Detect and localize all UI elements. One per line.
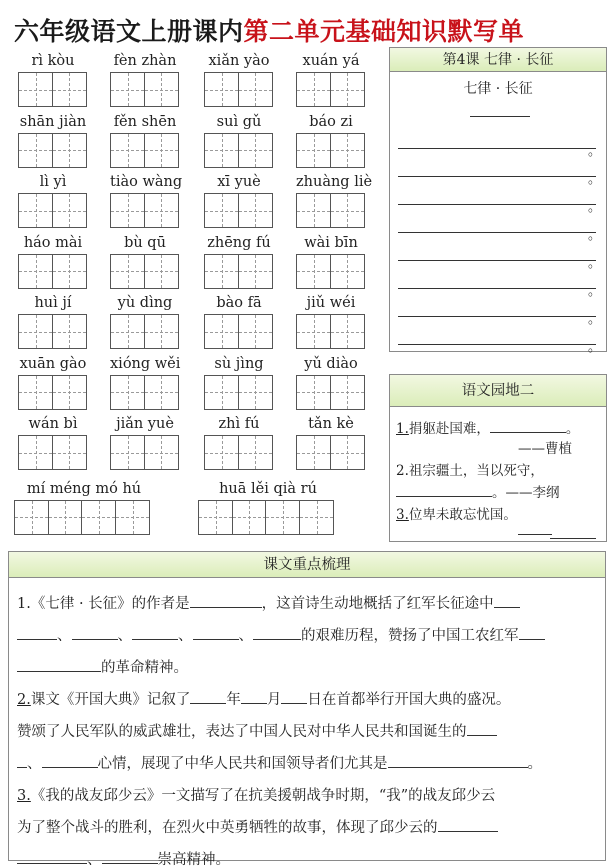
author-blank[interactable] (470, 116, 530, 117)
writing-cell[interactable] (238, 254, 273, 289)
tianzige-grid (296, 314, 363, 349)
poem-answer-line[interactable] (398, 232, 596, 233)
writing-cell[interactable] (18, 72, 53, 107)
title-part1: 六年级语文上册课内 (14, 17, 244, 46)
poem-line-end-mark: 。 (588, 172, 602, 187)
q2-line3: 、 心情，展现了中华人民共和国领导者们尤其是 。 (17, 748, 597, 780)
q3-line2: 为了整个战斗的胜利，在烈火中英勇牺牲的故事，体现了邱少云的 (17, 812, 597, 844)
poem-title: 七律 · 长征 (463, 81, 533, 97)
q2-blank-3[interactable] (42, 754, 98, 768)
tianzige-grid (18, 314, 85, 349)
tianzige-grid (110, 375, 177, 410)
pinyin-label: yù dìng (117, 295, 173, 311)
pinyin-label: báo zi (309, 113, 353, 130)
item3-author-blank-row (518, 521, 552, 539)
item2-text: 2.祖宗疆土，当以死守， (396, 463, 544, 479)
pinyin-label: tǎn kè (308, 416, 354, 432)
writing-cell[interactable] (330, 314, 365, 349)
writing-cell[interactable] (144, 375, 179, 410)
pinyin-label: xī yuè (217, 174, 261, 190)
q3-line1: 3.《我的战友邱少云》一文描写了在抗美援朝战争时期，“我”的战友邱少云 (17, 788, 496, 804)
pinyin-label: wán bì (28, 416, 78, 432)
review-body (17, 588, 597, 868)
item1-blank[interactable] (490, 419, 566, 433)
tianzige-grid (18, 254, 85, 289)
q2-year-blank[interactable] (190, 690, 226, 704)
q2-blank-4[interactable] (388, 754, 528, 768)
pinyin-label: suì gǔ (216, 113, 262, 130)
writing-cell[interactable] (52, 193, 87, 228)
poem-line-end-mark: 。 (588, 312, 602, 327)
writing-cell[interactable] (330, 193, 365, 228)
pinyin-label: fèn zhàn (113, 53, 177, 69)
writing-cell[interactable] (110, 435, 145, 470)
writing-cell[interactable] (144, 72, 179, 107)
poem-line-end-mark: 。 (588, 200, 602, 215)
tianzige-grid (204, 72, 271, 107)
writing-cell[interactable] (144, 314, 179, 349)
writing-cell[interactable] (110, 375, 145, 410)
pinyin-label: fěn shēn (113, 113, 177, 130)
q2-blank-1[interactable] (467, 722, 497, 736)
writing-cell[interactable] (296, 314, 331, 349)
poem-line-end-mark: 。 (588, 144, 602, 159)
writing-cell[interactable] (144, 133, 179, 168)
tianzige-grid (14, 500, 149, 535)
poem-line-end-mark: 。 (588, 256, 602, 271)
writing-cell[interactable] (110, 133, 145, 168)
writing-cell[interactable] (115, 500, 150, 535)
writing-cell[interactable] (204, 72, 239, 107)
q1-line3: 的革命精神。 (17, 652, 597, 684)
q1-blank-7[interactable] (519, 626, 545, 640)
tianzige-grid (198, 500, 333, 535)
writing-cell[interactable] (204, 133, 239, 168)
writing-cell[interactable] (48, 500, 83, 535)
item3-blank-b[interactable] (550, 525, 596, 539)
tianzige-grid (204, 375, 271, 410)
poem-answer-line[interactable] (398, 316, 596, 317)
writing-cell[interactable] (296, 133, 331, 168)
tianzige-grid (296, 193, 363, 228)
pinyin-label: jiǎn yuè (116, 416, 174, 432)
writing-cell[interactable] (110, 254, 145, 289)
q3-blank-2[interactable] (17, 850, 87, 864)
writing-cell[interactable] (204, 435, 239, 470)
writing-cell[interactable] (296, 72, 331, 107)
q1-blank-3[interactable] (72, 626, 118, 640)
pinyin-label: bù qū (124, 234, 166, 251)
tianzige-grid (296, 133, 363, 168)
writing-cell[interactable] (330, 435, 365, 470)
q3-blank-1[interactable] (438, 818, 498, 832)
item3-number: 3. (396, 507, 409, 523)
writing-cell[interactable] (238, 375, 273, 410)
writing-cell[interactable] (330, 254, 365, 289)
q1-line2: 、 、 、 、 的艰难历程，赞扬了中国工农红军 (17, 620, 597, 652)
writing-cell[interactable] (232, 500, 267, 535)
tianzige-grid (204, 435, 271, 470)
tianzige-grid (18, 435, 85, 470)
writing-cell[interactable] (18, 133, 53, 168)
writing-cell[interactable] (238, 314, 273, 349)
writing-cell[interactable] (144, 254, 179, 289)
writing-cell[interactable] (330, 72, 365, 107)
writing-cell[interactable] (204, 254, 239, 289)
writing-cell[interactable] (18, 435, 53, 470)
pinyin-label: háo mài (23, 234, 83, 251)
writing-cell[interactable] (52, 72, 87, 107)
ywyd-item-1: 1.捐躯赴国难， 。 (396, 421, 580, 437)
q1-blank-2[interactable] (17, 626, 57, 640)
tianzige-grid (204, 193, 271, 228)
writing-cell[interactable] (52, 314, 87, 349)
writing-cell[interactable] (52, 375, 87, 410)
writing-cell[interactable] (52, 435, 87, 470)
writing-cell[interactable] (330, 375, 365, 410)
poem-line-end-mark: 。 (588, 228, 602, 243)
pinyin-label: xiǎn yào (208, 53, 270, 69)
pinyin-label: zhì fú (218, 416, 260, 432)
pinyin-label: zhēng fú (207, 234, 271, 251)
writing-cell[interactable] (52, 254, 87, 289)
writing-cell[interactable] (265, 500, 300, 535)
item3-author-blank-row-2 (550, 525, 596, 543)
review-panel (8, 551, 606, 868)
writing-cell[interactable] (110, 72, 145, 107)
item2-author: 。——李纲 (492, 485, 560, 501)
q1-blank-8[interactable] (17, 658, 101, 672)
q2-month-blank[interactable] (241, 690, 267, 704)
writing-cell[interactable] (204, 314, 239, 349)
writing-cell[interactable] (204, 193, 239, 228)
pinyin-label: huā lěi qià rú (219, 480, 317, 497)
q1-blank-5[interactable] (193, 626, 239, 640)
tianzige-grid (110, 72, 177, 107)
page-title (14, 14, 604, 50)
item1-text: 捐躯赴国难， (408, 421, 490, 437)
tianzige-grid (204, 254, 271, 289)
writing-cell[interactable] (144, 193, 179, 228)
poem-answer-line[interactable] (398, 148, 596, 149)
writing-cell[interactable] (18, 314, 53, 349)
writing-cell[interactable] (18, 254, 53, 289)
writing-cell[interactable] (204, 375, 239, 410)
title-part2: 第二单元基础知识默写单 (243, 17, 525, 46)
pinyin-label: yǔ diào (304, 355, 358, 372)
writing-cell[interactable] (18, 375, 53, 410)
pinyin-label: wài bīn (304, 234, 358, 251)
q1-blank-6[interactable] (253, 626, 301, 640)
tianzige-grid (18, 193, 85, 228)
pinyin-label: tiào wàng (110, 174, 183, 190)
pinyin-label: xióng wěi (110, 355, 181, 372)
poem-line-end-mark: 。 (588, 284, 602, 299)
poem-answer-line[interactable] (398, 288, 596, 289)
writing-cell[interactable] (144, 435, 179, 470)
tianzige-grid (296, 435, 363, 470)
writing-cell[interactable] (238, 72, 273, 107)
pinyin-label: xuán yá (302, 53, 360, 69)
writing-cell[interactable] (296, 435, 331, 470)
item1-number: 1. (396, 421, 409, 437)
poem-answer-line[interactable] (398, 204, 596, 205)
poem-panel (389, 47, 607, 355)
writing-cell[interactable] (238, 133, 273, 168)
q2-line1: 2.课文《开国大典》记叙了 年 月 日在首都举行开国大典的盛况。 (17, 692, 511, 708)
q3-line3: 、 崇高精神。 (17, 844, 597, 868)
ywyd-panel (389, 374, 607, 542)
q1-blank-1[interactable] (494, 594, 520, 608)
item1-author: ——曹植 (518, 441, 572, 457)
writing-cell[interactable] (110, 193, 145, 228)
pinyin-label: mí méng mó hú (26, 480, 142, 497)
writing-cell[interactable] (238, 435, 273, 470)
poem-panel-header: 第4课 七律 · 长征 (390, 48, 606, 72)
poem-answer-line[interactable] (398, 260, 596, 261)
tianzige-grid (110, 133, 177, 168)
q2-day-blank[interactable] (281, 690, 307, 704)
writing-cell[interactable] (296, 193, 331, 228)
review-panel-header: 课文重点梳理 (9, 552, 605, 578)
writing-cell[interactable] (238, 193, 273, 228)
ywyd-item-2-tail (396, 481, 560, 501)
writing-cell[interactable] (110, 314, 145, 349)
pinyin-label: jiǔ wéi (306, 295, 356, 311)
tianzige-grid (296, 72, 363, 107)
writing-cell[interactable] (296, 375, 331, 410)
pinyin-label: xuān gào (19, 355, 87, 372)
poem-answer-line[interactable] (398, 344, 596, 345)
poem-answer-line[interactable] (398, 176, 596, 177)
ywyd-panel-header: 语文园地二 (390, 375, 606, 407)
pinyin-label: lì yì (39, 174, 67, 190)
tianzige-grid (204, 133, 271, 168)
q3-blank-3[interactable] (102, 850, 158, 864)
pinyin-label: huì jí (34, 295, 72, 311)
pinyin-label: shān jiàn (19, 113, 87, 130)
tianzige-grid (110, 254, 177, 289)
tianzige-grid (110, 193, 177, 228)
writing-cell[interactable] (198, 500, 233, 535)
writing-cell[interactable] (299, 500, 334, 535)
q1-line1: 1.《七律 · 长征》的作者是 ，这首诗生动地概括了红军长征途中 (17, 588, 597, 620)
tianzige-grid (110, 314, 177, 349)
item3-blank-a[interactable] (518, 521, 552, 535)
writing-cell[interactable] (81, 500, 116, 535)
q1-blank-4[interactable] (132, 626, 178, 640)
pinyin-label: rì kòu (31, 53, 75, 69)
ywyd-item-2 (396, 459, 544, 479)
pinyin-label: sù jìng (214, 355, 264, 372)
writing-cell[interactable] (52, 133, 87, 168)
writing-cell[interactable] (330, 133, 365, 168)
pinyin-label: zhuàng liè (296, 174, 373, 190)
q1-author-blank[interactable] (190, 594, 262, 608)
tianzige-grid (296, 375, 363, 410)
item3-text: 位卑未敢忘忧国。 (408, 507, 517, 523)
writing-cell[interactable] (296, 254, 331, 289)
tianzige-grid (204, 314, 271, 349)
tianzige-grid (18, 72, 85, 107)
ywyd-item-3 (396, 503, 517, 523)
poem-line-end-mark: 。 (588, 340, 602, 355)
writing-cell[interactable] (18, 193, 53, 228)
pinyin-label: bào fā (216, 295, 262, 311)
tianzige-grid (18, 133, 85, 168)
q2-blank-2[interactable] (17, 754, 27, 768)
writing-cell[interactable] (14, 500, 49, 535)
tianzige-grid (296, 254, 363, 289)
tianzige-grid (18, 375, 85, 410)
q2-line2: 赞颂了人民军队的威武雄壮，表达了中国人民对中华人民共和国诞生的 (17, 716, 597, 748)
tianzige-grid (110, 435, 177, 470)
item2-blank[interactable] (396, 483, 492, 497)
